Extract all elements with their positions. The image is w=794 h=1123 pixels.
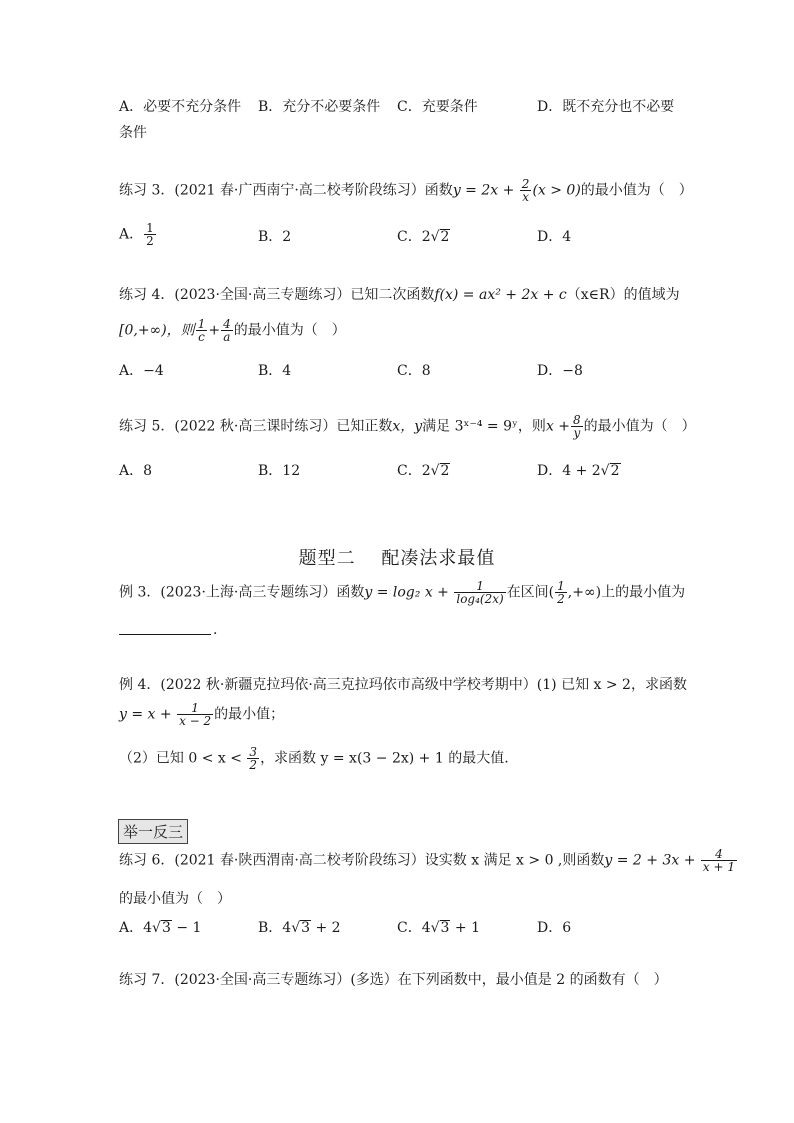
fraction: $\frac{3}{2}$ bbox=[249, 745, 258, 772]
option-a: A． $\frac{1}{2}$ bbox=[119, 221, 154, 248]
example-4-question: 例 4．(2022 秋·新疆克拉玛依·高三克拉玛依市高级中学校考期中）(1) 已知 x > 2，求函数 bbox=[119, 677, 687, 693]
fraction: $\frac{2}{x}$ bbox=[521, 177, 530, 204]
section-title: 题型二 配凑法求最值 bbox=[298, 548, 496, 569]
option-b: B．2 bbox=[258, 229, 292, 245]
question-suffix: 的最小值为（ ） bbox=[580, 182, 693, 199]
example-4-part2: （2）已知 0 < x < $\frac{3}{2}$ ，求函数 y = x(3 − 2x) + 1 的最大值. bbox=[119, 745, 509, 772]
exercise-5-question: 练习 5．(2022 秋·高三课时练习）已知正数x，y满足 3ˣ⁻⁴ = 9ʸ，则x + $\frac{8}{y}$ 的最小值为（ ） bbox=[119, 413, 696, 440]
fraction: $\frac{1}{c}$ bbox=[197, 317, 206, 344]
option-a: A．必要不充分条件 bbox=[119, 99, 242, 115]
option-b: B．12 bbox=[258, 463, 301, 479]
option-a: A．4√3 − 1 bbox=[119, 920, 202, 936]
option-d: D．6 bbox=[537, 920, 572, 936]
math-expr: f(x) = ax² + 2x + c bbox=[434, 287, 567, 303]
option-b: B．充分不必要条件 bbox=[258, 99, 381, 115]
option-d: D．4 bbox=[537, 229, 572, 245]
fraction: $\frac{8}{y}$ bbox=[573, 413, 581, 440]
option-d: D．既不充分也不必要 bbox=[537, 99, 675, 115]
fraction: $\frac{1}{x - 2}$ bbox=[179, 701, 212, 728]
option-d: D．−8 bbox=[537, 363, 583, 379]
answer-blank[interactable] bbox=[119, 633, 211, 635]
math-expr: (x > 0) bbox=[532, 182, 581, 199]
fraction: $\frac{1}{2}$ bbox=[557, 579, 565, 606]
fraction: $\frac{1}{\text{log₄(2x)}}$ bbox=[456, 579, 504, 606]
blank-period: . bbox=[213, 622, 218, 638]
exercise-4-question: 练习 4．(2023·全国·高三专题练习）已知二次函数f(x) = ax² + 2x + c（x∈R）的值域为 bbox=[119, 287, 680, 303]
option-c: C．充要条件 bbox=[397, 99, 478, 115]
option-b: B．4√3 + 2 bbox=[258, 920, 341, 936]
math-expr: y = 2x + bbox=[452, 182, 519, 199]
option-c: C．4√3 + 1 bbox=[397, 920, 481, 936]
option-a: A．−4 bbox=[119, 363, 164, 379]
exercise-7-question: 练习 7．(2023·全国·高三专题练习）(多选）在下列函数中，最小值是 2 的函数有（ ） bbox=[119, 972, 668, 988]
option-a: A．8 bbox=[119, 463, 153, 479]
exercise-3-question bbox=[119, 178, 693, 203]
exercise-4-line2: [0,+∞)，则 $\frac{1}{c}$ + $\frac{4}{a}$ 的最小值为（ ） bbox=[119, 317, 346, 344]
option-c: C．2√2 bbox=[397, 229, 450, 245]
option-c: C．8 bbox=[397, 363, 431, 379]
option-b: B．4 bbox=[258, 363, 292, 379]
exercise-6-line2: 的最小值为（ ） bbox=[119, 891, 231, 907]
option-c: C．2√2 bbox=[397, 463, 450, 479]
fraction: $\frac{4}{a}$ bbox=[223, 317, 231, 344]
example-4-part1: y = x + $\frac{1}{x - 2}$ 的最小值； bbox=[119, 701, 285, 728]
exercise-6-question: 练习 6．(2021 春·陕西渭南·高二校考阶段练习）设实数 x 满足 x > 0 ,则函数y = 2 + 3x + $\frac{4}{x + 1}$ bbox=[119, 847, 735, 874]
example-3-question: 例 3．(2023·上海·高三专题练习）函数y = log₂ x + $\frac{1}{\text{log₄(2x)}}$ 在区间( $\frac{1}{2}$ ,+∞)上的最小值为 bbox=[119, 579, 686, 606]
practice-heading: 举一反三 bbox=[118, 819, 188, 844]
option-d: D．4 + 2√2 bbox=[537, 463, 620, 479]
option-d-continued: 条件 bbox=[119, 125, 147, 141]
fraction: $\frac{4}{x + 1}$ bbox=[702, 847, 735, 874]
question-text: 练习 3．(2021 春·广西南宁·高二校考阶段练习）函数 bbox=[119, 182, 453, 199]
